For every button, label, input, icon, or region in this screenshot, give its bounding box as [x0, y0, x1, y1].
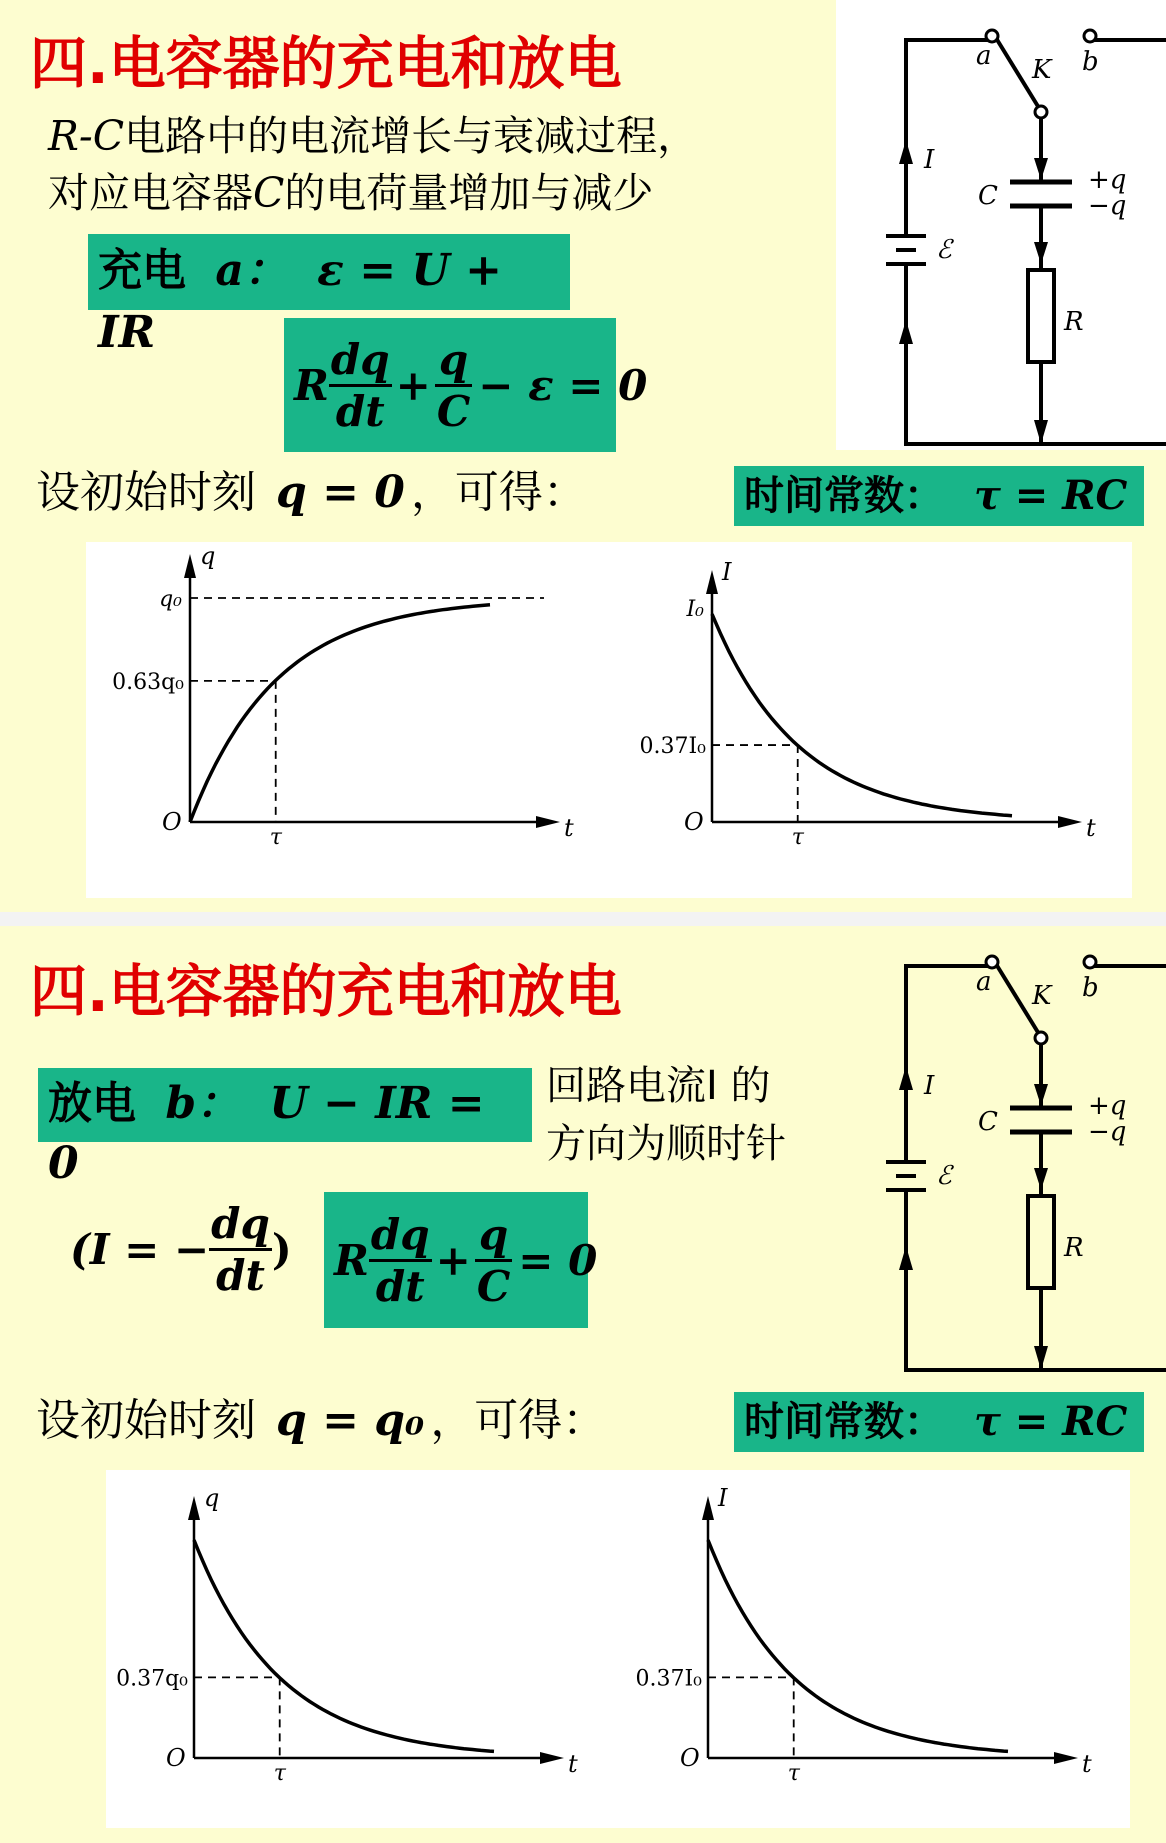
plus-q-text: +q: [1088, 165, 1127, 195]
current-text: I: [924, 145, 935, 175]
emf-text: ℰ: [936, 1161, 952, 1191]
plus-q-text: +q: [1088, 1091, 1127, 1121]
tau-tick-label: τ: [791, 825, 804, 850]
fraction-q-C: [475, 1210, 512, 1311]
initial-equation: q = q₀: [276, 1395, 425, 1446]
time-constant-label: 时间常数：: [744, 1399, 944, 1445]
current-direction-note-2: 方向为顺时针: [546, 1121, 786, 1167]
frac-num: dq: [369, 1210, 432, 1262]
curve: [708, 1540, 1008, 1751]
fraction-dq-dt: [329, 335, 392, 436]
y-axis-arrow: [706, 570, 718, 594]
frac-num: dq: [329, 335, 392, 387]
time-constant-box: [734, 466, 1144, 526]
slide-title: 四.电容器的充电和放电: [30, 959, 622, 1025]
chart-charge-q: [86, 542, 606, 898]
y-axis-arrow: [188, 1496, 200, 1520]
chart-discharge-q: [106, 1470, 616, 1828]
time-constant-box: [734, 1392, 1144, 1452]
y-axis-label: q: [200, 542, 216, 570]
diffeq-tail: − ε = 0: [478, 360, 648, 410]
marker-value-label: 0.37q₀: [116, 1666, 188, 1692]
frac-den: dt: [335, 386, 385, 436]
charge-diffeq-box: [284, 318, 648, 452]
x-axis-arrow: [540, 1752, 564, 1764]
discharge-diffeq-box: [324, 1192, 598, 1328]
slide-title: 四.电容器的充电和放电: [30, 31, 622, 97]
current-text: I: [924, 1071, 935, 1101]
switch-k-text: K: [1032, 55, 1052, 85]
discharge-diffeq: R $\frac{dq}{dt}$ + $\frac{q}{C}$ = 0: [334, 1209, 598, 1311]
frac-num: dq: [209, 1199, 272, 1251]
circuit-svg: [836, 926, 1166, 1376]
y-axis-arrow: [184, 554, 196, 578]
x-axis-label: t: [568, 1750, 578, 1778]
rc-label: R-C: [48, 112, 125, 160]
intro-text-2c: 的电荷量增加与减少: [284, 169, 654, 217]
diffeq-tail: = 0: [518, 1235, 598, 1285]
tau-tick-label: τ: [269, 825, 282, 850]
origin-label: O: [166, 1744, 186, 1772]
x-axis-label: t: [1082, 1750, 1092, 1778]
x-axis-label: t: [564, 814, 574, 842]
curve: [712, 614, 1012, 816]
initial-condition: [36, 464, 587, 521]
current-direction-note-1: 回路电流I 的: [546, 1063, 771, 1109]
current-definition: [70, 1192, 292, 1306]
time-constant-label: 时间常数：: [744, 473, 944, 519]
x-axis-label: t: [1086, 814, 1096, 842]
initial-condition: [36, 1392, 606, 1449]
intro-text-2a: 对应电容器: [48, 169, 253, 217]
y-axis-label: q: [204, 1484, 220, 1512]
frac-den: dt: [216, 1250, 265, 1300]
chart-charge-i: [612, 542, 1132, 898]
frac-num: q: [475, 1210, 512, 1262]
charging-graphs-panel: [86, 542, 1132, 898]
slide-discharging: [0, 926, 1166, 1843]
frac-num: q: [435, 335, 472, 387]
resistor-text: R: [1064, 307, 1084, 337]
marker-value-label: 0.37I₀: [639, 734, 706, 760]
fraction-dq-dt: [369, 1210, 432, 1311]
origin-label: O: [162, 808, 182, 836]
marker-value-label: 0.37I₀: [635, 1666, 702, 1692]
switch-k-text: K: [1032, 981, 1052, 1011]
fraction-q-C: [435, 335, 472, 436]
circuit-diagram: [836, 0, 1166, 450]
tau-tick-label: τ: [787, 1761, 800, 1786]
x-axis-arrow: [1054, 1752, 1078, 1764]
minus-q-text: −q: [1088, 191, 1127, 221]
time-constant-equation: τ = RC: [973, 472, 1128, 519]
switch-b-label: b：: [165, 1078, 241, 1129]
tau-tick-label: τ: [273, 1761, 286, 1786]
circuit-diagram: [836, 926, 1166, 1376]
curve: [190, 605, 490, 822]
current-def-open: (I = −: [70, 1224, 210, 1274]
discharge-equation-box: [38, 1068, 532, 1189]
y-axis-arrow: [702, 1496, 714, 1520]
diffeq-R: R: [294, 360, 329, 410]
discharge-label: 放电: [48, 1078, 136, 1129]
curve: [194, 1540, 494, 1751]
marker-value-label: 0.63q₀: [112, 669, 184, 695]
x-axis-arrow: [536, 816, 560, 828]
diffeq-R: R: [334, 1235, 369, 1285]
y-axis-label: I: [718, 1484, 728, 1512]
charge-label: 充电: [98, 245, 186, 296]
intro-text-1: 电路中的电流增长与衰减过程，: [124, 112, 699, 160]
initial-equation: q = 0: [276, 467, 405, 518]
frac-den: C: [436, 386, 471, 436]
discharge-equation: U − IR = 0: [48, 1078, 485, 1189]
capacitor-symbol: C: [253, 169, 285, 217]
origin-label: O: [680, 1744, 700, 1772]
x-axis-arrow: [1058, 816, 1082, 828]
switch-a-text: a: [976, 967, 992, 997]
chart-discharge-i: [620, 1470, 1130, 1828]
current-def-close: ): [271, 1224, 292, 1274]
charge-equation-box: [88, 234, 570, 358]
capacitor-text: C: [978, 181, 998, 211]
y-axis-label: I: [722, 558, 732, 586]
origin-label: O: [684, 808, 704, 836]
slide-charging: [0, 0, 1166, 912]
asymptote-label: q₀: [159, 587, 182, 612]
charge-equation: ε = U + IR: [98, 245, 502, 358]
intro-line-2: [48, 165, 653, 222]
switch-a-label: a：: [215, 245, 288, 296]
initial-prefix: 设初始时刻: [36, 467, 256, 518]
capacitor-text: C: [978, 1107, 998, 1137]
circuit-svg: [836, 0, 1166, 450]
discharging-graphs-panel: [106, 1470, 1130, 1828]
fraction-dq-dt: [209, 1199, 272, 1300]
charge-diffeq: R $\frac{dq}{dt}$ + $\frac{q}{C}$ − ε = 0: [294, 334, 648, 436]
start-label: I₀: [686, 597, 704, 622]
resistor-text: R: [1064, 1233, 1084, 1263]
frac-den: dt: [375, 1261, 425, 1311]
switch-b-text: b: [1082, 47, 1099, 77]
emf-text: ℰ: [936, 235, 952, 265]
initial-suffix: ，可得：: [410, 467, 587, 518]
switch-a-text: a: [976, 41, 992, 71]
switch-b-text: b: [1082, 973, 1099, 1003]
initial-prefix: 设初始时刻: [36, 1395, 256, 1446]
minus-q-text: −q: [1088, 1117, 1127, 1147]
intro-line-1: [48, 108, 698, 165]
time-constant-equation: τ = RC: [973, 1398, 1128, 1445]
initial-suffix: ，可得：: [430, 1395, 607, 1446]
frac-den: C: [476, 1261, 511, 1311]
